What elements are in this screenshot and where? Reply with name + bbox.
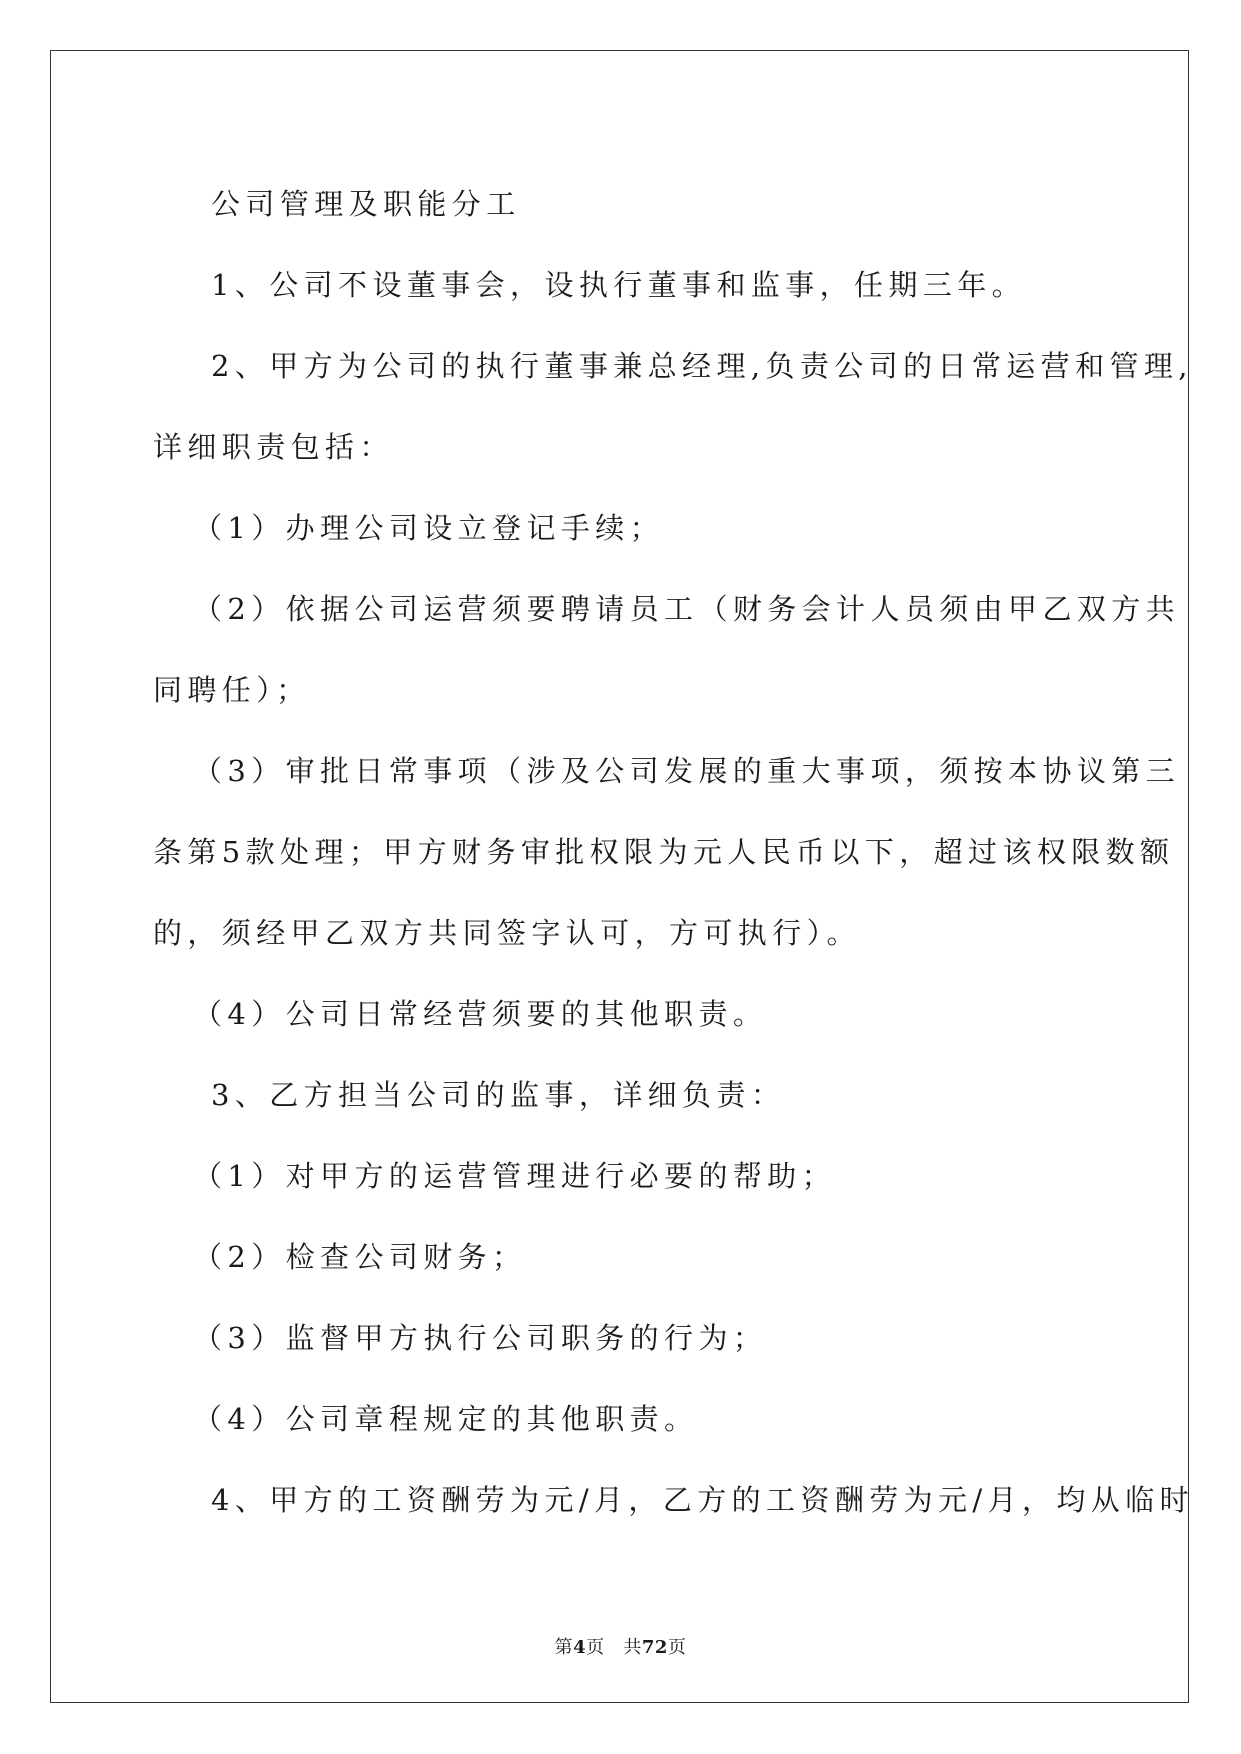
document-body	[153, 164, 1194, 1541]
paragraph-line: （4）公司日常经营须要的其他职责。	[193, 997, 768, 1031]
paragraph-line: （3）审批日常事项（涉及公司发展的重大事项，须按本协议第三	[193, 754, 1181, 788]
page-footer	[0, 1633, 1241, 1659]
paragraph	[153, 245, 1091, 326]
paragraph-line: （1）办理公司设立登记手续；	[193, 511, 665, 545]
paragraph	[153, 1217, 1091, 1298]
paragraph	[153, 1460, 1194, 1541]
paragraph-line: （1）对甲方的运营管理进行必要的帮助；	[193, 1159, 837, 1193]
footer-total-prefix: 共	[623, 1637, 642, 1658]
paragraph	[153, 569, 1181, 731]
paragraph-line: 的，须经甲乙双方共同签字认可，方可执行）。	[153, 916, 861, 950]
footer-page-suffix: 页	[586, 1637, 605, 1658]
paragraph-line: （4）公司章程规定的其他职责。	[193, 1402, 699, 1436]
paragraph-line: 详细职责包括：	[153, 430, 394, 464]
paragraph-line: 2、甲方为公司的执行董事兼总经理,负责公司的日常运营和管理,	[211, 349, 1193, 383]
paragraph	[153, 488, 1091, 569]
paragraph	[153, 731, 1181, 974]
paragraph-line: 3、乙方担当公司的监事，详细负责：	[211, 1078, 786, 1112]
paragraph-line: 1、公司不设董事会，设执行董事和监事，任期三年。	[211, 268, 1027, 302]
paragraph	[153, 1379, 1091, 1460]
footer-prefix: 第	[554, 1637, 574, 1658]
paragraph-line: 条第5款处理；甲方财务审批权限为元人民币以下，超过该权限数额	[153, 835, 1175, 869]
paragraph	[153, 1298, 1091, 1379]
paragraph	[153, 1055, 1091, 1136]
paragraph	[153, 1136, 1091, 1217]
paragraph	[153, 974, 1091, 1055]
paragraph-line: 4、甲方的工资酬劳为元/月，乙方的工资酬劳为元/月，均从临时	[211, 1483, 1194, 1517]
paragraph-line: （2）检查公司财务；	[193, 1240, 527, 1274]
paragraph-line: 同聘任）；	[153, 673, 311, 707]
paragraph	[153, 326, 1193, 488]
section-heading: 公司管理及职能分工	[211, 187, 521, 221]
footer-total-suffix: 页	[667, 1637, 687, 1658]
footer-total-pages: 72	[641, 1637, 668, 1658]
paragraph-line: （3）监督甲方执行公司职务的行为；	[193, 1321, 768, 1355]
paragraph-line: （2）依据公司运营须要聘请员工（财务会计人员须由甲乙双方共	[193, 592, 1181, 626]
footer-page-number: 4	[573, 1637, 587, 1658]
